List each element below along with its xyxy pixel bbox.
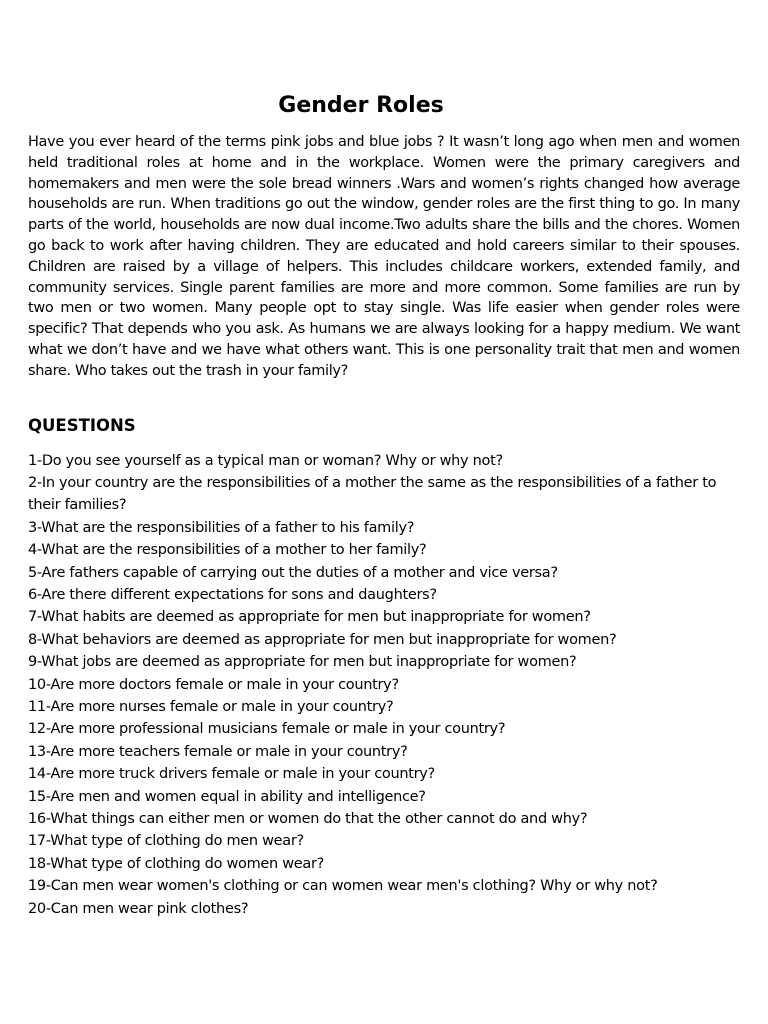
question-item: 20-Can men wear pink clothes?: [28, 900, 249, 917]
question-item: 1-Do you see yourself as a typical man or woman? Why or why not?: [28, 452, 503, 469]
question-item: 2-In your country are the responsibilities of a mother the same as the responsibilities of a father to their families?: [28, 474, 717, 514]
question-item: 12-Are more professional musicians female or male in your country?: [28, 721, 506, 738]
question-item: 8-What behaviors are deemed as appropriate for men but inappropriate for women?: [28, 631, 617, 648]
question-item: 19-Can men wear women's clothing or can women wear men's clothing? Why or why not?: [28, 878, 658, 895]
question-item: 3-What are the responsibilities of a father to his family?: [28, 519, 415, 536]
document-page: [28, 88, 740, 920]
page-title: Gender Roles: [278, 93, 444, 118]
question-item: 4-What are the responsibilities of a mother to her family?: [28, 542, 427, 559]
question-item: 18-What type of clothing do women wear?: [28, 855, 325, 872]
question-item: 9-What jobs are deemed as appropriate for men but inappropriate for women?: [28, 654, 577, 671]
questions-heading: QUESTIONS: [28, 415, 136, 435]
question-item: 15-Are men and women equal in ability and intelligence?: [28, 788, 426, 805]
question-item: 7-What habits are deemed as appropriate for men but inappropriate for women?: [28, 609, 591, 626]
questions-list: [28, 450, 740, 921]
question-item: 17-What type of clothing do men wear?: [28, 833, 304, 850]
question-item: 5-Are fathers capable of carrying out the duties of a mother and vice versa?: [28, 564, 558, 581]
question-item: 14-Are more truck drivers female or male in your country?: [28, 766, 435, 783]
question-item: 16-What things can either men or women do that the other cannot do and why?: [28, 811, 588, 828]
question-item: 10-Are more doctors female or male in your country?: [28, 676, 399, 693]
question-item: 6-Are there different expectations for sons and daughters?: [28, 587, 437, 603]
question-item: 11-Are more nurses female or male in your country?: [28, 699, 394, 716]
intro-paragraph: Have you ever heard of the terms pink jobs and blue jobs ? It wasn’t long ago when men and women held traditional roles at home and in the workplace. Women were the primary caregivers and homemakers and men were the sole bread winners .Wars and women’s rights changed how average households are run. When traditions go out the window, gender roles are the first thing to go. In many parts of the world, households are now dual income.Two adults share the bills and the chores. Women go back to work after having children. They are educated and hold careers similar to their spouses. Children are raised by a village of helpers. This includes childcare workers, extended family, and community services. Single parent families are more and more common. Some families are run by two men or two women. Many people opt to stay single. Was life easier when gender roles were specific? That depends who you ask. As humans we are always looking for a happy medium. We want what we don’t have and we have what others want. This is one personality trait that men and women share. Who takes out the trash in your family?: [28, 134, 740, 379]
question-item: 13-Are more teachers female or male in your country?: [28, 743, 408, 760]
